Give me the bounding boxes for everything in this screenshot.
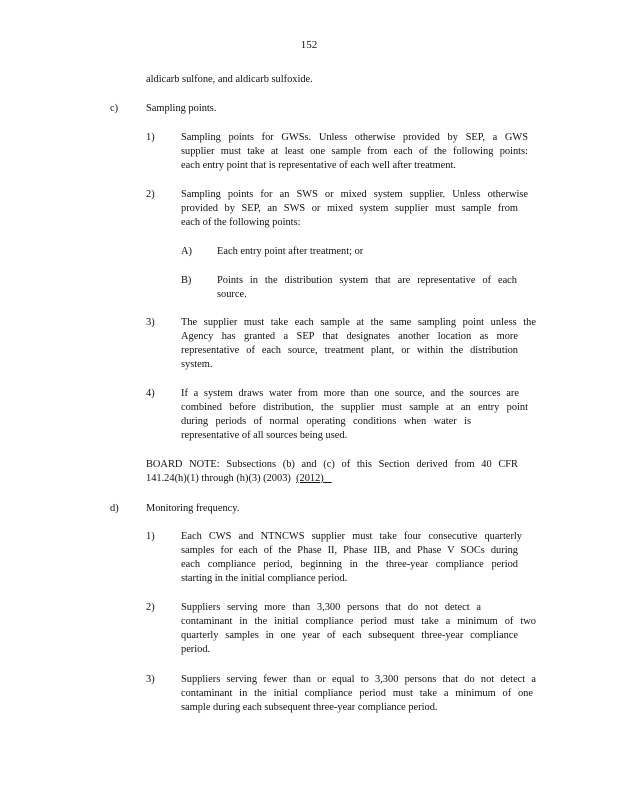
item-d3-label: 3) xyxy=(146,674,155,685)
item-d1-line: each compliance period, beginning in the three-year compliance period xyxy=(181,559,518,570)
item-d2-line: period. xyxy=(181,644,211,655)
subitem-a-line: Each entry point after treatment; or xyxy=(217,246,364,257)
item-c3-line: Agency has granted a SEP that designates another location as more xyxy=(181,331,518,342)
item-c4-label: 4) xyxy=(146,388,155,399)
section-d-title: Monitoring frequency. xyxy=(146,503,240,514)
item-d1-label: 1) xyxy=(146,531,155,542)
item-d3-line: sample during each subsequent three-year compliance period. xyxy=(181,702,438,713)
item-d2-line: quarterly samples in one year of each subsequent three-year compliance xyxy=(181,630,518,641)
item-c3-line: The supplier must take each sample at the same sampling point unless the xyxy=(181,317,536,328)
item-d1-line: samples for each of the Phase II, Phase IIB, and Phase V SOCs during xyxy=(181,545,518,556)
item-d1-line: starting in the initial compliance period. xyxy=(181,573,348,584)
item-c3-line: system. xyxy=(181,359,213,370)
item-d2-label: 2) xyxy=(146,602,155,613)
item-d3-line: Suppliers serving fewer than or equal to 3,300 persons that do not detect a xyxy=(181,674,536,685)
item-c4-line: representative of all sources being used. xyxy=(181,430,348,441)
section-c-label: c) xyxy=(110,103,119,114)
board-note-amended-year: (2012) xyxy=(296,473,324,484)
item-c2-line: Sampling points for an SWS or mixed system supplier. Unless otherwise xyxy=(181,189,528,200)
item-c1-line: each entry point that is representative of each well after treatment. xyxy=(181,160,456,171)
item-c3-line: representative of each source, treatment plant, or within the distribution xyxy=(181,345,518,356)
item-c4-line: during periods of normal operating conditions when water is xyxy=(181,416,471,427)
board-note-citation: 141.24(h)(1) through (h)(3) (2003) xyxy=(146,473,291,484)
item-c3-label: 3) xyxy=(146,317,155,328)
item-c2-line: provided by SEP, an SWS or mixed system supplier must sample from xyxy=(181,203,518,214)
item-c4-line: combined before distribution, the supplier must sample at an entry point xyxy=(181,402,528,413)
section-d-label: d) xyxy=(110,503,119,514)
subitem-b-label: B) xyxy=(181,275,192,286)
page-number: 152 xyxy=(300,39,318,51)
board-note-line-1: BOARD NOTE: Subsections (b) and (c) of this Section derived from 40 CFR xyxy=(146,459,518,470)
item-c1-label: 1) xyxy=(146,132,155,143)
item-c1-line: Sampling points for GWSs. Unless otherwise provided by SEP, a GWS xyxy=(181,132,528,143)
item-d2-line: Suppliers serving more than 3,300 persons that do not detect a xyxy=(181,602,481,613)
section-c-title: Sampling points. xyxy=(146,103,217,114)
item-d3-line: contaminant in the initial compliance period must take a minimum of one xyxy=(181,688,533,699)
subitem-b-line: Points in the distribution system that are representative of each xyxy=(217,275,517,286)
opening-line: aldicarb sulfone, and aldicarb sulfoxide. xyxy=(146,74,313,85)
board-note-line-2 xyxy=(146,472,332,486)
item-d1-line: Each CWS and NTNCWS supplier must take four consecutive quarterly xyxy=(181,531,522,542)
item-c1-line: supplier must take at least one sample from each of the following points: xyxy=(181,146,528,157)
subitem-a-label: A) xyxy=(181,246,192,257)
subitem-b-line: source. xyxy=(217,289,247,300)
item-c2-label: 2) xyxy=(146,189,155,200)
item-c4-line: If a system draws water from more than one source, and the sources are xyxy=(181,388,519,399)
item-d2-line: contaminant in the initial compliance period must take a minimum of two xyxy=(181,616,536,627)
item-c2-line: each of the following points: xyxy=(181,217,301,228)
